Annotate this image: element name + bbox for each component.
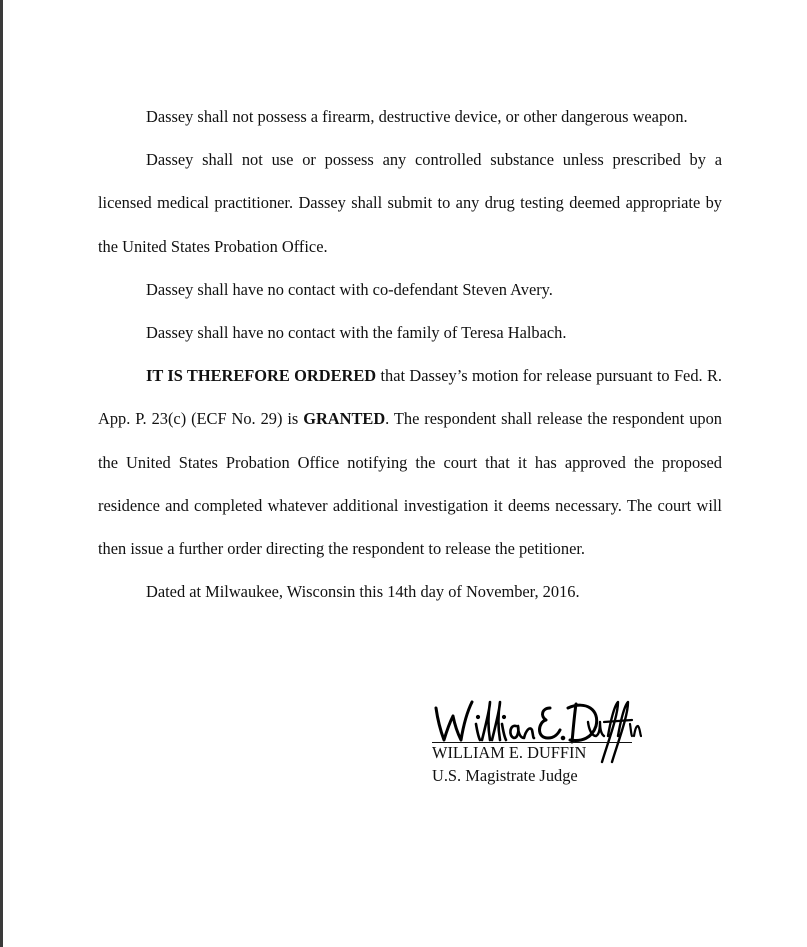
granted-text: GRANTED	[303, 409, 386, 429]
paragraph-order	[98, 354, 722, 570]
paragraph-no-contact-avery: Dassey shall have no contact with co-defendant Steven Avery.	[146, 279, 553, 299]
signature-block	[432, 694, 652, 794]
order-text-a: that Dassey’s motion for release pursuant to Fed. R. App. P. 23(c) (ECF No. 29) is	[98, 366, 722, 429]
page-left-border	[0, 0, 3, 947]
document-body	[98, 95, 722, 613]
order-text-b: . The respondent shall release the respondent upon the United States Probation Office notifying the court that it has approved the proposed residence and completed whatever additional investigation it deems necessary. The court will then issue a further order directing the respondent to release the petitioner.	[98, 409, 722, 559]
paragraph-firearm: Dassey shall not possess a firearm, destructive device, or other dangerous weapon.	[146, 107, 688, 126]
paragraph-controlled-substance: Dassey shall not use or possess any controlled substance unless prescribed by a licensed medical practitioner. Dassey shall submit to any drug testing deemed appropriate by the United States Probation Office.	[98, 150, 722, 256]
paragraph-no-contact-halbach: Dassey shall have no contact with the family of Teresa Halbach.	[146, 323, 567, 343]
signer-title: U.S. Magistrate Judge	[432, 766, 578, 785]
order-lead-text: IT IS THEREFORE ORDERED	[146, 366, 377, 386]
paragraph-dated: Dated at Milwaukee, Wisconsin this 14th day of November, 2016.	[146, 582, 580, 602]
signer-name: WILLIAM E. DUFFIN	[432, 743, 587, 762]
